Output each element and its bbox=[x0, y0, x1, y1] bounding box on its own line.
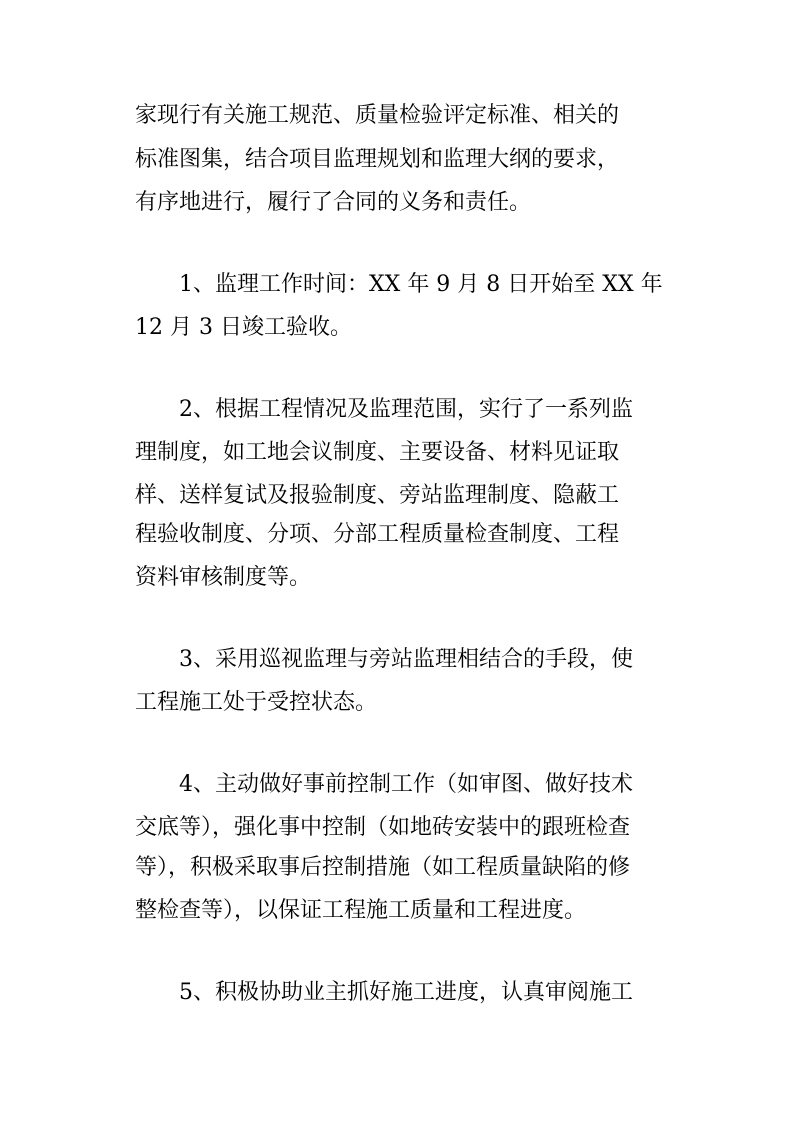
text-line: 程验收制度、分项、分部工程质量检查制度、工程 bbox=[135, 522, 620, 547]
text-line: 家现行有关施工规范、质量检验评定标准、相关的 bbox=[135, 103, 620, 128]
text-line: 资料审核制度等。 bbox=[135, 565, 312, 590]
text-line: 等），积极采取事后控制措施（如工程质量缺陷的修 bbox=[135, 855, 631, 880]
text-line: 标准图集，结合项目监理规划和监理大纲的要求， bbox=[135, 147, 620, 172]
text-line: 2、根据工程情况及监理范围，实行了一系列监 bbox=[179, 397, 633, 422]
text-line: 12 月 3 日竣工验收。 bbox=[135, 315, 352, 340]
text-line: 有序地进行，履行了合同的义务和责任。 bbox=[135, 190, 532, 215]
text-line: 4、主动做好事前控制工作（如审图、做好技术 bbox=[179, 772, 633, 797]
text-line: 3、采用巡视监理与旁站监理相结合的手段，使 bbox=[179, 647, 633, 672]
text-line: 工程施工处于受控状态。 bbox=[135, 690, 378, 715]
text-line: 1、监理工作时间：XX 年 9 月 8 日开始至 XX 年 bbox=[179, 272, 663, 297]
text-line: 整检查等），以保证工程施工质量和工程进度。 bbox=[135, 898, 587, 923]
text-line: 理制度，如工地会议制度、主要设备、材料见证取 bbox=[135, 440, 620, 465]
text-line: 5、积极协助业主抓好施工进度，认真审阅施工 bbox=[179, 980, 633, 1005]
text-line: 样、送样复试及报验制度、旁站监理制度、隐蔽工 bbox=[135, 483, 620, 508]
text-line: 交底等），强化事中控制（如地砖安装中的跟班检查 bbox=[135, 815, 631, 840]
